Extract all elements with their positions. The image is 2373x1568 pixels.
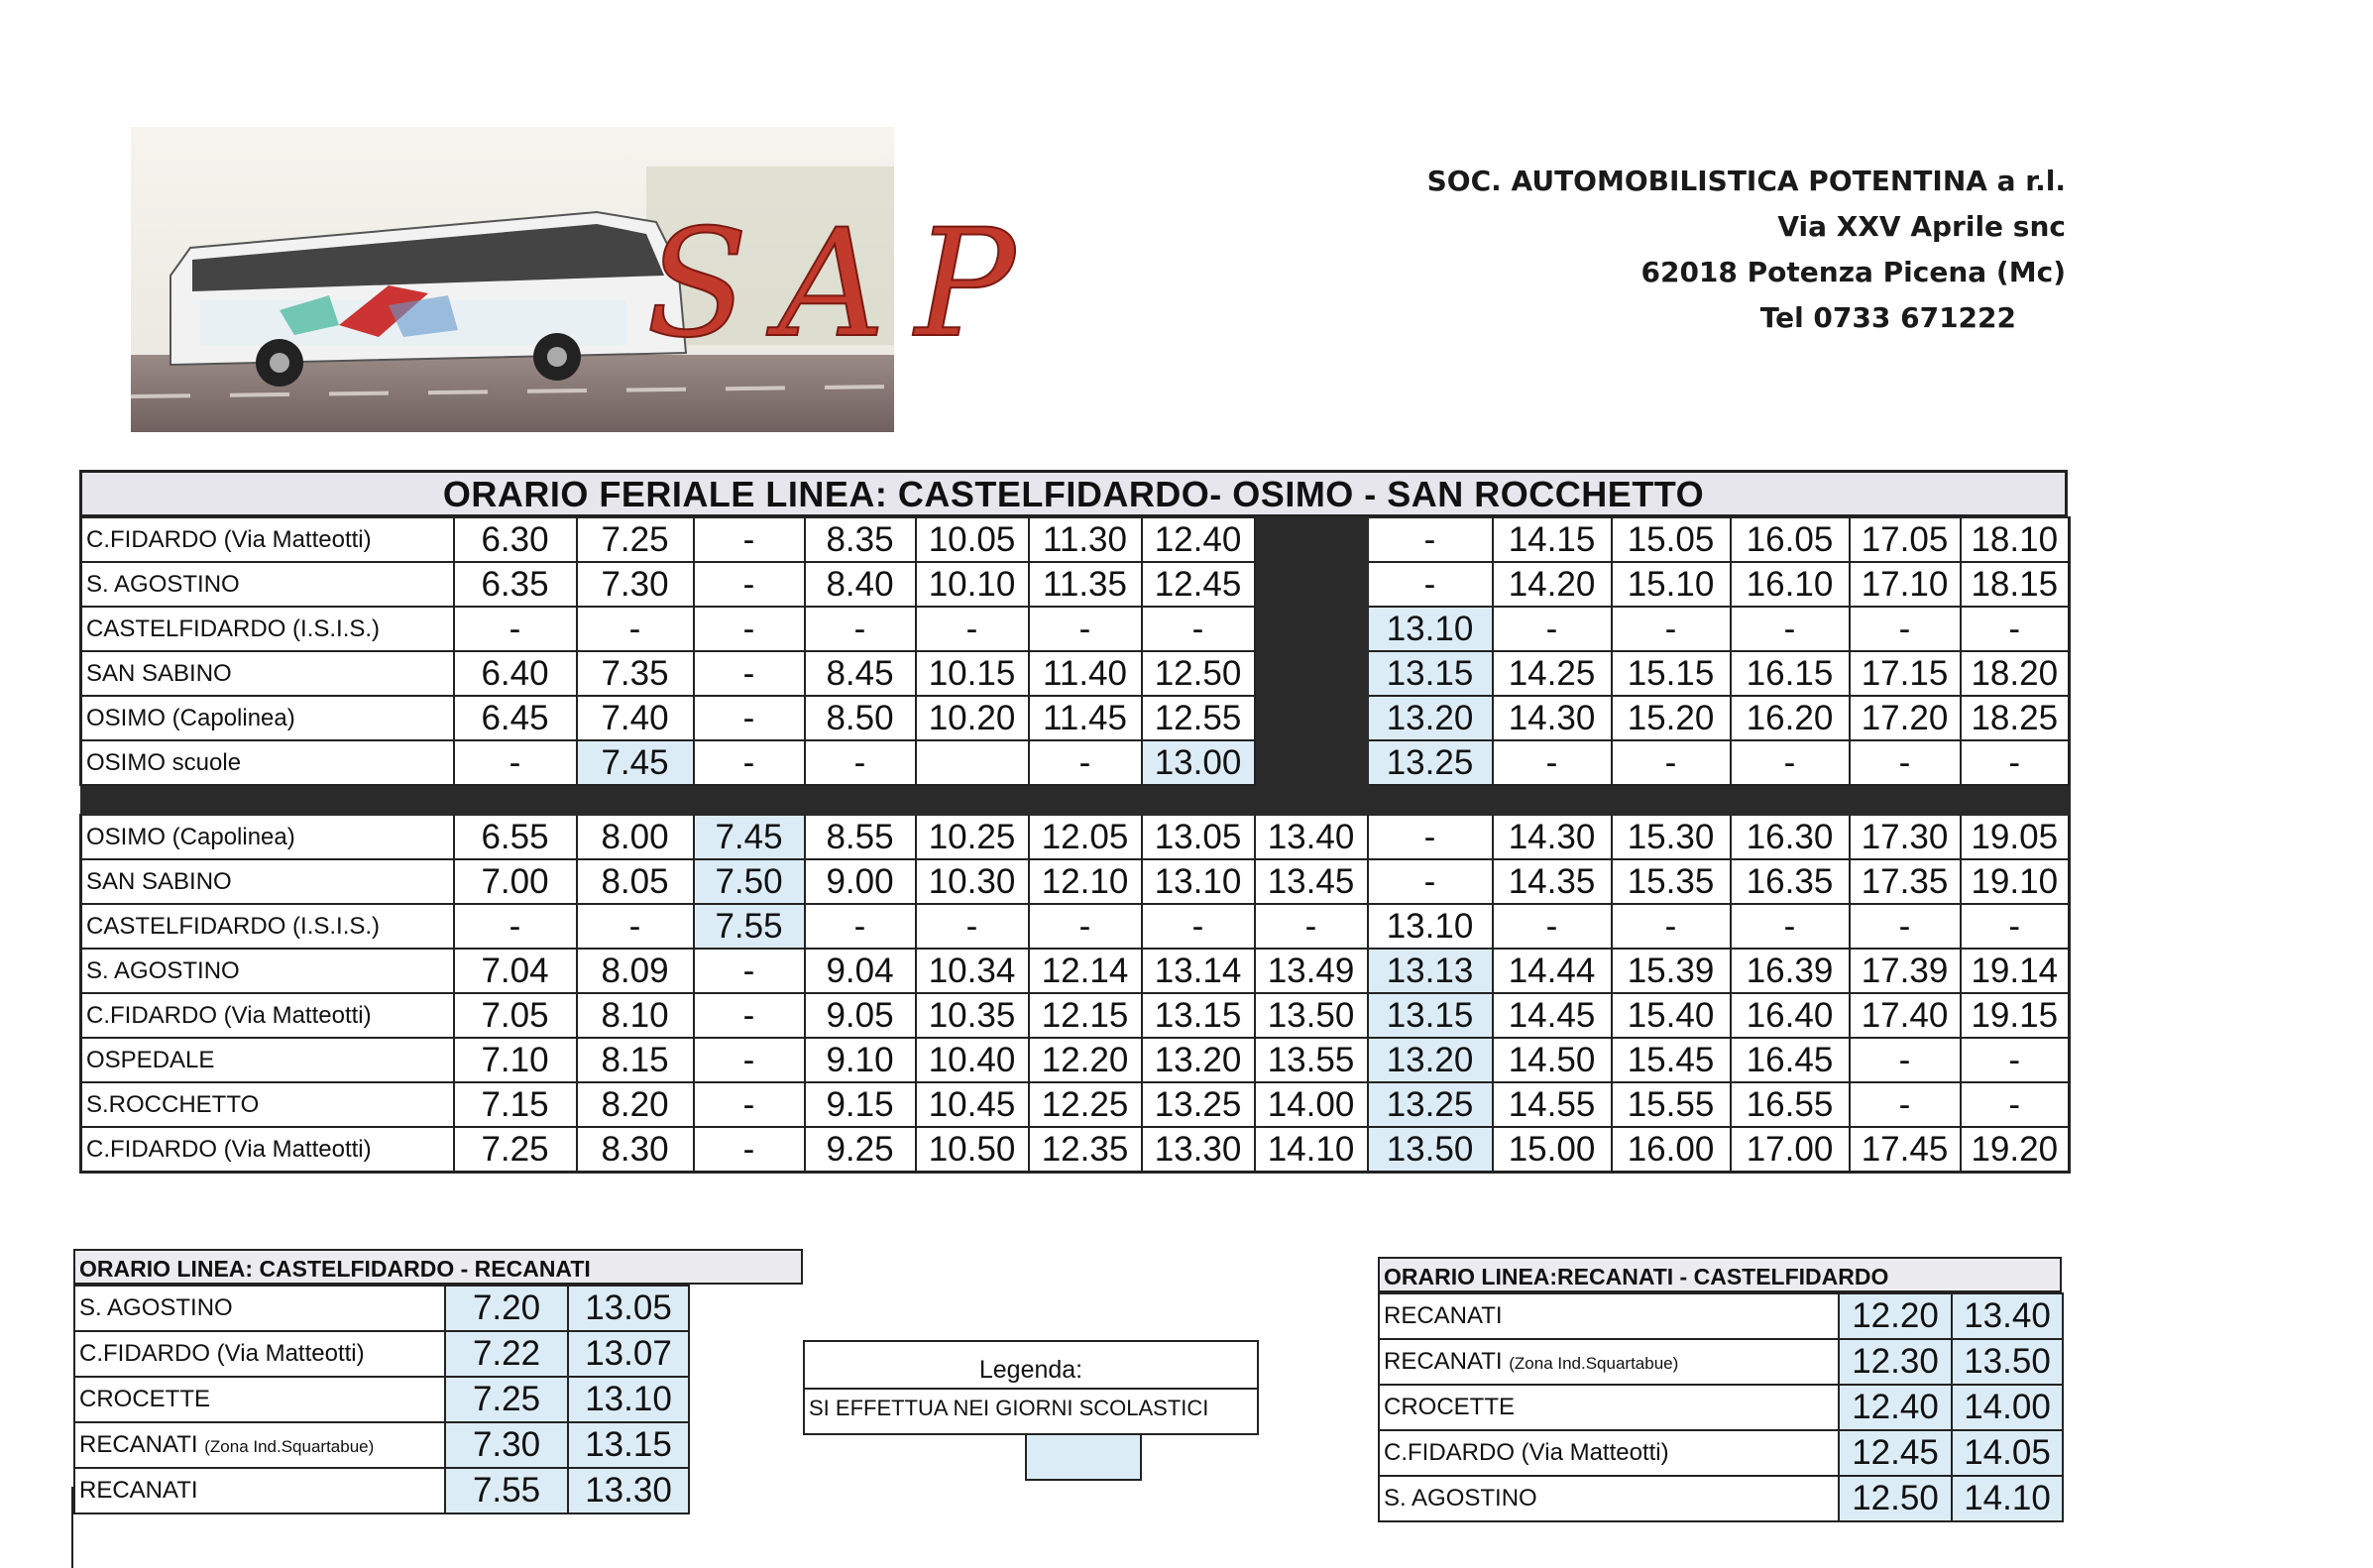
stop-name: C.FIDARDO (Via Matteotti) [81, 1127, 454, 1173]
stop-label: RECANATI [1384, 1348, 1510, 1375]
time-cell: 8.20 [577, 1082, 694, 1127]
time-cell: 14.50 [1493, 1038, 1612, 1082]
stop-name [74, 1331, 445, 1377]
time-cell: 8.45 [805, 651, 916, 696]
time-cell: 7.30 [577, 562, 694, 607]
stop-name [74, 1377, 445, 1422]
time-cell: 10.35 [916, 993, 1029, 1038]
time-cell: - [1961, 607, 2070, 651]
time-cell: 19.10 [1961, 859, 2070, 904]
table-row [81, 1127, 2070, 1173]
time-cell: 12.25 [1029, 1082, 1142, 1127]
time-cell: - [694, 651, 805, 696]
table-row [74, 1286, 689, 1331]
time-cell: 11.45 [1029, 696, 1142, 740]
stop-label: C.FIDARDO (Via Matteotti) [79, 1340, 365, 1367]
time-cell: - [1850, 1082, 1961, 1127]
time-cell: 13.40 [1255, 815, 1368, 859]
time-cell [1255, 517, 1368, 562]
time-cell: 15.20 [1612, 696, 1731, 740]
time-cell: 14.44 [1493, 949, 1612, 993]
stop-label: S. AGOSTINO [1384, 1485, 1537, 1512]
time-cell: 13.50 [1952, 1339, 2063, 1385]
time-cell: 7.45 [577, 740, 694, 785]
time-cell: 18.20 [1961, 651, 2070, 696]
time-cell: 12.20 [1839, 1293, 1952, 1339]
stop-name [74, 1422, 445, 1468]
time-cell: 15.45 [1612, 1038, 1731, 1082]
time-cell: - [1612, 607, 1731, 651]
table-row [74, 1331, 689, 1377]
recanati-castelfidardo-grid [1378, 1292, 2064, 1522]
time-cell: 14.10 [1255, 1127, 1368, 1173]
time-cell: 7.50 [694, 859, 805, 904]
time-cell: - [1850, 740, 1961, 785]
table-row [81, 517, 2070, 562]
time-cell: 12.55 [1142, 696, 1255, 740]
time-cell: 8.09 [577, 949, 694, 993]
table-separator [81, 785, 2070, 815]
table-row [74, 1468, 689, 1513]
stop-name [74, 1468, 445, 1513]
time-cell: - [694, 562, 805, 607]
stop-name: SAN SABINO [81, 859, 454, 904]
time-cell: 8.30 [577, 1127, 694, 1173]
legend-title: Legenda: [805, 1342, 1257, 1390]
time-cell: 17.39 [1850, 949, 1961, 993]
table-row [81, 740, 2070, 785]
time-cell: 13.00 [1142, 740, 1255, 785]
legend-text: SI EFFETTUA NEI GIORNI SCOLASTICI [809, 1396, 1209, 1420]
time-cell: - [1493, 904, 1612, 949]
stop-name: SAN SABINO [81, 651, 454, 696]
table-row [1379, 1430, 2063, 1476]
time-cell: 15.55 [1612, 1082, 1731, 1127]
time-cell: 13.55 [1255, 1038, 1368, 1082]
time-cell: 15.40 [1612, 993, 1731, 1038]
stop-label: RECANATI [79, 1431, 205, 1458]
stop-note: (Zona Ind.Squartabue) [1509, 1354, 1679, 1373]
time-cell: 17.35 [1850, 859, 1961, 904]
castelfidardo-recanati-timetable [73, 1249, 803, 1514]
time-cell: 13.50 [1368, 1127, 1493, 1173]
time-cell: 19.05 [1961, 815, 2070, 859]
table-row [81, 562, 2070, 607]
time-cell: 10.05 [916, 517, 1029, 562]
table-row [81, 859, 2070, 904]
time-cell: 13.10 [1368, 607, 1493, 651]
time-cell: 15.30 [1612, 815, 1731, 859]
time-cell: 12.10 [1029, 859, 1142, 904]
time-cell: 13.25 [1368, 1082, 1493, 1127]
time-cell: 19.20 [1961, 1127, 2070, 1173]
time-cell: 7.45 [694, 815, 805, 859]
stop-note: (Zona Ind.Squartabue) [204, 1437, 375, 1456]
stop-name: CASTELFIDARDO (I.S.I.S.) [81, 904, 454, 949]
time-cell: 8.15 [577, 1038, 694, 1082]
time-cell: - [1731, 740, 1850, 785]
time-cell: - [1368, 815, 1493, 859]
company-name: SOC. AUTOMOBILISTICA POTENTINA a r.l. [1426, 165, 2066, 197]
time-cell: - [577, 607, 694, 651]
time-cell: 16.10 [1731, 562, 1850, 607]
time-cell: 18.15 [1961, 562, 2070, 607]
time-cell: 7.30 [445, 1422, 568, 1468]
time-cell: 8.55 [805, 815, 916, 859]
company-address: Via XXV Aprile snc [1777, 210, 2066, 243]
time-cell: 14.30 [1493, 696, 1612, 740]
time-cell: - [1029, 740, 1142, 785]
time-cell: 17.15 [1850, 651, 1961, 696]
time-cell: 14.00 [1952, 1385, 2063, 1430]
table-row [81, 904, 2070, 949]
stop-label: S. AGOSTINO [79, 1294, 233, 1321]
stop-name [1379, 1430, 1839, 1476]
time-cell: 13.20 [1142, 1038, 1255, 1082]
time-cell: 10.25 [916, 815, 1029, 859]
time-cell: 10.50 [916, 1127, 1029, 1173]
time-cell: 8.00 [577, 815, 694, 859]
time-cell: 14.10 [1952, 1476, 2063, 1521]
time-cell: - [1731, 904, 1850, 949]
time-cell: 6.35 [454, 562, 577, 607]
time-cell: 12.45 [1839, 1430, 1952, 1476]
time-cell: 13.05 [568, 1286, 689, 1331]
castelfidardo-recanati-grid [73, 1285, 690, 1514]
time-cell: 7.25 [445, 1377, 568, 1422]
time-cell: - [1493, 740, 1612, 785]
time-cell: 13.49 [1255, 949, 1368, 993]
time-cell: 12.20 [1029, 1038, 1142, 1082]
time-cell: - [1961, 904, 2070, 949]
company-info [1174, 159, 2066, 341]
stop-name: OSIMO (Capolinea) [81, 815, 454, 859]
time-cell [1255, 696, 1368, 740]
time-cell: 13.30 [568, 1468, 689, 1513]
time-cell: 15.05 [1612, 517, 1731, 562]
time-cell: 16.39 [1731, 949, 1850, 993]
time-cell: 13.05 [1142, 815, 1255, 859]
table-row [81, 1038, 2070, 1082]
time-cell: 7.22 [445, 1331, 568, 1377]
table-row [1379, 1385, 2063, 1430]
time-cell: - [1612, 740, 1731, 785]
time-cell: 7.55 [445, 1468, 568, 1513]
time-cell: 8.05 [577, 859, 694, 904]
time-cell: 19.15 [1961, 993, 2070, 1038]
time-cell: - [1850, 904, 1961, 949]
time-cell: 8.35 [805, 517, 916, 562]
time-cell: 19.14 [1961, 949, 2070, 993]
stop-name: C.FIDARDO (Via Matteotti) [81, 993, 454, 1038]
stop-name: OSIMO scuole [81, 740, 454, 785]
time-cell: - [1731, 607, 1850, 651]
time-cell: 16.40 [1731, 993, 1850, 1038]
time-cell: - [694, 607, 805, 651]
time-cell: 13.10 [1142, 859, 1255, 904]
time-cell: - [1961, 740, 2070, 785]
time-cell: 15.00 [1493, 1127, 1612, 1173]
time-cell: 11.40 [1029, 651, 1142, 696]
time-cell: 12.14 [1029, 949, 1142, 993]
time-cell: 14.35 [1493, 859, 1612, 904]
recanati-castelfidardo-title: ORARIO LINEA:RECANATI - CASTELFIDARDO [1378, 1257, 2062, 1292]
table-row [81, 696, 2070, 740]
time-cell: - [1961, 1038, 2070, 1082]
sap-logo: SAP [646, 198, 1046, 371]
time-cell: 13.25 [1142, 1082, 1255, 1127]
time-cell: 18.25 [1961, 696, 2070, 740]
time-cell: 10.30 [916, 859, 1029, 904]
time-cell: - [1029, 904, 1142, 949]
table-row [81, 1082, 2070, 1127]
time-cell: 14.55 [1493, 1082, 1612, 1127]
time-cell: 13.10 [568, 1377, 689, 1422]
table-row [81, 949, 2070, 993]
time-cell: 14.45 [1493, 993, 1612, 1038]
stop-label: RECANATI [79, 1477, 198, 1504]
stop-name: OSPEDALE [81, 1038, 454, 1082]
time-cell: 13.45 [1255, 859, 1368, 904]
time-cell: 13.15 [1142, 993, 1255, 1038]
time-cell: 13.30 [1142, 1127, 1255, 1173]
time-cell: 18.10 [1961, 517, 2070, 562]
time-cell: 7.20 [445, 1286, 568, 1331]
time-cell: 16.20 [1731, 696, 1850, 740]
time-cell: 7.55 [694, 904, 805, 949]
time-cell: - [1368, 562, 1493, 607]
time-cell: 11.35 [1029, 562, 1142, 607]
time-cell: 9.15 [805, 1082, 916, 1127]
time-cell: 17.00 [1731, 1127, 1850, 1173]
legend-school-days-swatch [1025, 1433, 1142, 1481]
legend [803, 1340, 1259, 1435]
time-cell: - [1612, 904, 1731, 949]
time-cell: 9.04 [805, 949, 916, 993]
time-cell: - [454, 607, 577, 651]
time-cell: 13.14 [1142, 949, 1255, 993]
castelfidardo-recanati-title: ORARIO LINEA: CASTELFIDARDO - RECANATI [73, 1249, 803, 1285]
stop-name: C.FIDARDO (Via Matteotti) [81, 517, 454, 562]
stop-name: S.ROCCHETTO [81, 1082, 454, 1127]
time-cell: 12.30 [1839, 1339, 1952, 1385]
time-cell: - [694, 740, 805, 785]
page-edge-line [71, 1487, 73, 1568]
table-row [81, 607, 2070, 651]
time-cell: 7.15 [454, 1082, 577, 1127]
time-cell: 15.15 [1612, 651, 1731, 696]
time-cell: 13.07 [568, 1331, 689, 1377]
main-timetable-grid [79, 516, 2071, 1174]
stop-name [1379, 1293, 1839, 1339]
time-cell: 16.55 [1731, 1082, 1850, 1127]
recanati-castelfidardo-timetable [1378, 1257, 2062, 1522]
time-cell: 13.15 [1368, 651, 1493, 696]
time-cell: 13.13 [1368, 949, 1493, 993]
stop-label: C.FIDARDO (Via Matteotti) [1384, 1439, 1669, 1466]
time-cell: 17.10 [1850, 562, 1961, 607]
main-timetable-title: ORARIO FERIALE LINEA: CASTELFIDARDO- OSIMO - SAN ROCCHETTO [79, 470, 2068, 516]
time-cell: 7.10 [454, 1038, 577, 1082]
time-cell: 10.40 [916, 1038, 1029, 1082]
time-cell: - [454, 904, 577, 949]
time-cell: - [694, 1082, 805, 1127]
time-cell: 9.10 [805, 1038, 916, 1082]
time-cell: 11.30 [1029, 517, 1142, 562]
time-cell: 7.25 [577, 517, 694, 562]
stop-name [74, 1286, 445, 1331]
time-cell: 14.05 [1952, 1430, 2063, 1476]
stop-name [1379, 1476, 1839, 1521]
time-cell: 13.40 [1952, 1293, 2063, 1339]
time-cell [1255, 740, 1368, 785]
time-cell: 7.05 [454, 993, 577, 1038]
time-cell: 9.00 [805, 859, 916, 904]
table-row [81, 993, 2070, 1038]
time-cell: 6.40 [454, 651, 577, 696]
time-cell: - [1142, 607, 1255, 651]
stop-name [1379, 1339, 1839, 1385]
time-cell: - [1850, 1038, 1961, 1082]
time-cell [1255, 651, 1368, 696]
time-cell: 15.35 [1612, 859, 1731, 904]
time-cell: 13.15 [1368, 993, 1493, 1038]
bus-logo-image [131, 127, 1046, 432]
time-cell: 12.40 [1142, 517, 1255, 562]
time-cell: 8.50 [805, 696, 916, 740]
time-cell: 14.20 [1493, 562, 1612, 607]
time-cell: - [1029, 607, 1142, 651]
time-cell: - [1961, 1082, 2070, 1127]
time-cell: 17.30 [1850, 815, 1961, 859]
stop-name: OSIMO (Capolinea) [81, 696, 454, 740]
table-row [81, 815, 2070, 859]
time-cell: 12.50 [1839, 1476, 1952, 1521]
time-cell: 15.39 [1612, 949, 1731, 993]
time-cell: 14.00 [1255, 1082, 1368, 1127]
stop-name: S. AGOSTINO [81, 562, 454, 607]
time-cell: 12.35 [1029, 1127, 1142, 1173]
time-cell: 13.20 [1368, 696, 1493, 740]
time-cell: 10.45 [916, 1082, 1029, 1127]
time-cell: 7.04 [454, 949, 577, 993]
time-cell: 13.15 [568, 1422, 689, 1468]
time-cell: - [694, 949, 805, 993]
time-cell: - [1493, 607, 1612, 651]
time-cell: 6.55 [454, 815, 577, 859]
time-cell: 14.30 [1493, 815, 1612, 859]
time-cell: 13.10 [1368, 904, 1493, 949]
time-cell: 17.05 [1850, 517, 1961, 562]
stop-label: CROCETTE [79, 1386, 210, 1412]
time-cell: 13.50 [1255, 993, 1368, 1038]
company-phone: Tel 0733 671222 [1759, 301, 2016, 334]
time-cell [916, 740, 1029, 785]
time-cell: 7.35 [577, 651, 694, 696]
time-cell [1255, 607, 1368, 651]
time-cell: 7.00 [454, 859, 577, 904]
time-cell: 15.10 [1612, 562, 1731, 607]
company-city: 62018 Potenza Picena (Mc) [1640, 256, 2066, 288]
table-row [1379, 1339, 2063, 1385]
time-cell: 16.30 [1731, 815, 1850, 859]
stop-label: CROCETTE [1384, 1394, 1515, 1420]
time-cell: 14.25 [1493, 651, 1612, 696]
time-cell: 12.40 [1839, 1385, 1952, 1430]
time-cell: 12.15 [1029, 993, 1142, 1038]
time-cell: - [1850, 607, 1961, 651]
table-row [1379, 1293, 2063, 1339]
stop-name: CASTELFIDARDO (I.S.I.S.) [81, 607, 454, 651]
time-cell: - [694, 1127, 805, 1173]
time-cell: - [1368, 517, 1493, 562]
table-row [74, 1377, 689, 1422]
time-cell: 10.10 [916, 562, 1029, 607]
time-cell: 17.45 [1850, 1127, 1961, 1173]
time-cell: 8.10 [577, 993, 694, 1038]
time-cell: 13.25 [1368, 740, 1493, 785]
time-cell [1255, 562, 1368, 607]
time-cell: - [1142, 904, 1255, 949]
time-cell: 13.20 [1368, 1038, 1493, 1082]
time-cell: - [694, 993, 805, 1038]
time-cell: 10.20 [916, 696, 1029, 740]
time-cell: 17.40 [1850, 993, 1961, 1038]
time-cell: - [805, 607, 916, 651]
time-cell: - [916, 904, 1029, 949]
table-row [81, 651, 2070, 696]
time-cell: - [805, 740, 916, 785]
time-cell: 12.45 [1142, 562, 1255, 607]
stop-label: RECANATI [1384, 1302, 1503, 1329]
time-cell: 9.25 [805, 1127, 916, 1173]
time-cell: 16.00 [1612, 1127, 1731, 1173]
time-cell: 16.05 [1731, 517, 1850, 562]
time-cell: 7.40 [577, 696, 694, 740]
time-cell: - [454, 740, 577, 785]
table-row [1379, 1476, 2063, 1521]
time-cell: - [694, 1038, 805, 1082]
time-cell: 6.45 [454, 696, 577, 740]
stop-name: S. AGOSTINO [81, 949, 454, 993]
time-cell: 7.25 [454, 1127, 577, 1173]
time-cell: 17.20 [1850, 696, 1961, 740]
time-cell: 16.15 [1731, 651, 1850, 696]
time-cell: - [916, 607, 1029, 651]
time-cell: - [1255, 904, 1368, 949]
time-cell: 16.45 [1731, 1038, 1850, 1082]
time-cell: 9.05 [805, 993, 916, 1038]
time-cell: 12.50 [1142, 651, 1255, 696]
time-cell: 10.34 [916, 949, 1029, 993]
time-cell: - [577, 904, 694, 949]
time-cell: - [694, 517, 805, 562]
time-cell: 14.15 [1493, 517, 1612, 562]
time-cell: 10.15 [916, 651, 1029, 696]
time-cell: 12.05 [1029, 815, 1142, 859]
main-timetable [79, 470, 2068, 1174]
time-cell: - [694, 696, 805, 740]
time-cell: - [1368, 859, 1493, 904]
time-cell: 6.30 [454, 517, 577, 562]
time-cell: 16.35 [1731, 859, 1850, 904]
time-cell: - [805, 904, 916, 949]
time-cell: 8.40 [805, 562, 916, 607]
table-row [74, 1422, 689, 1468]
stop-name [1379, 1385, 1839, 1430]
